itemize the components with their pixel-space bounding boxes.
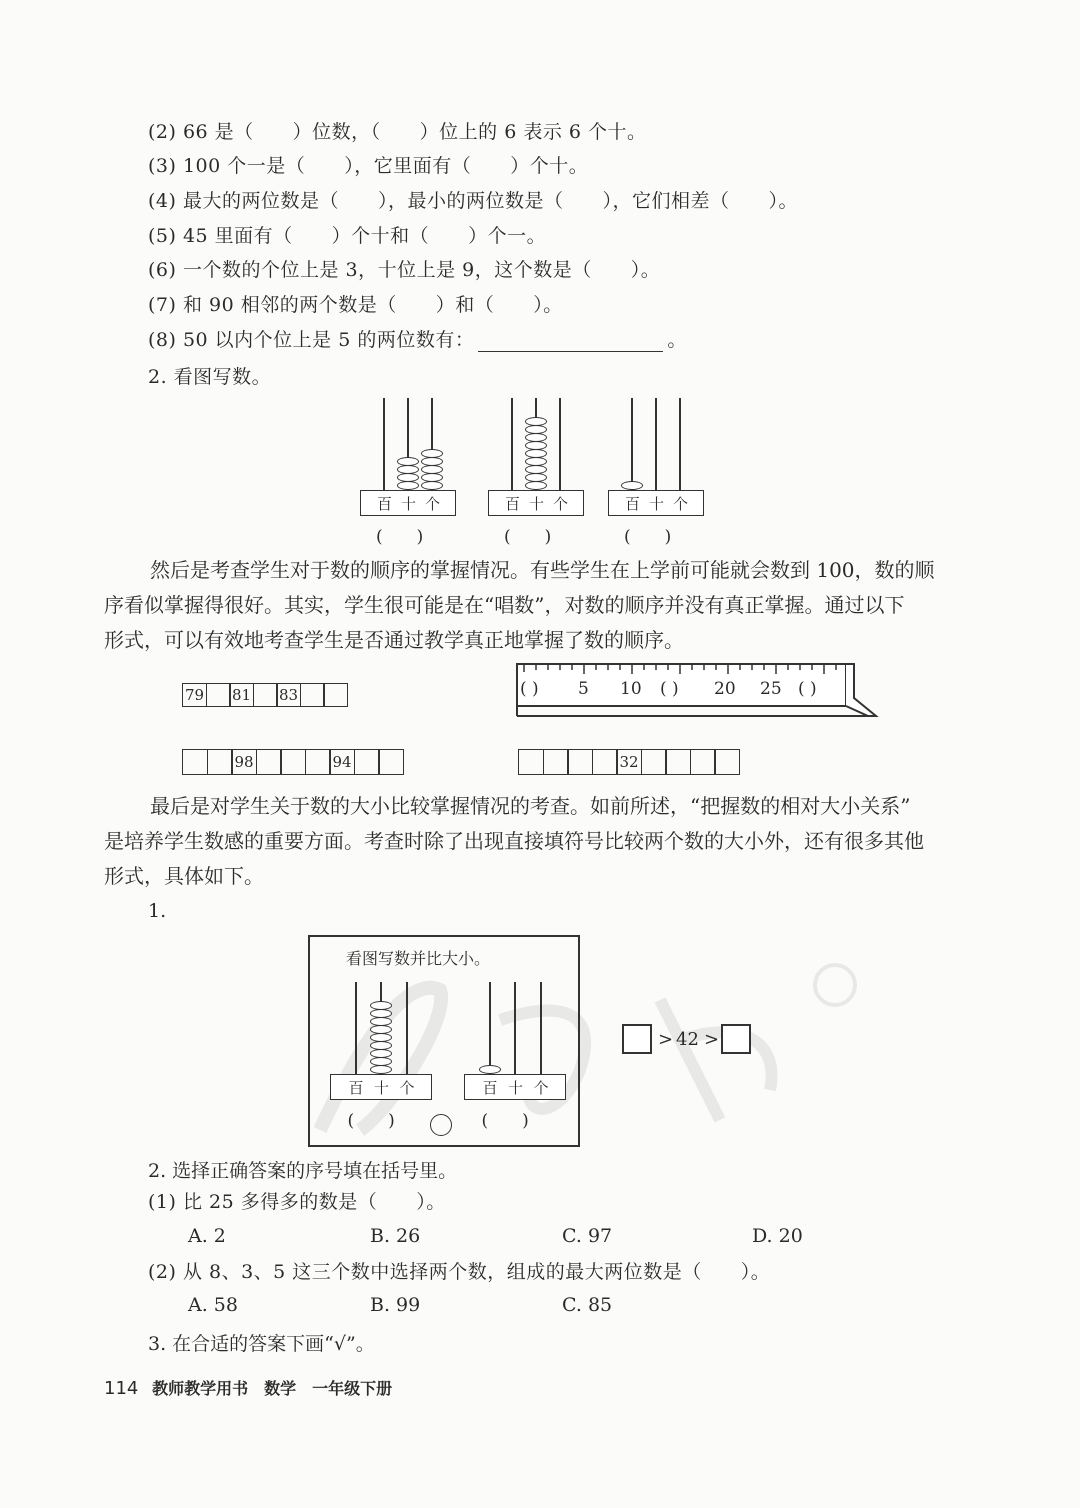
number-box[interactable]	[300, 683, 325, 707]
abacus	[488, 398, 584, 548]
number-box: 98	[231, 749, 257, 775]
choice-question-2: (2) 从 8、3、5 这三个数中选择两个数，组成的最大两位数是（ ）。	[148, 1261, 771, 1283]
question-8	[148, 328, 687, 352]
question-text: 一个数的个位上是 3，十位上是 9，这个数是（ ）。	[182, 259, 661, 281]
abacus-bead	[525, 457, 547, 466]
abacus-rod-hundreds	[631, 398, 633, 490]
abacus-bead	[370, 1025, 392, 1034]
option-d: D. 20	[752, 1225, 803, 1247]
abacus-place-label: 十	[508, 1079, 524, 1097]
question-number: (4)	[148, 190, 177, 212]
abacus-place-label: 个	[425, 495, 441, 513]
ruler	[516, 660, 880, 722]
ruler-label: 5	[578, 679, 589, 699]
number-sequence-row	[182, 749, 404, 775]
option-c: C. 85	[562, 1294, 613, 1316]
number-box[interactable]	[256, 749, 282, 775]
number-box[interactable]	[305, 749, 331, 775]
abacus-bead	[370, 1009, 392, 1018]
abacus-bead	[525, 481, 547, 490]
ruler-label: ( )	[520, 679, 539, 699]
inequality-value: 42	[676, 1029, 699, 1050]
abacus-bead	[421, 481, 443, 490]
abacus-rod-ones	[559, 398, 561, 490]
abacus-rod-hundreds	[489, 982, 491, 1074]
abacus-bead	[370, 1049, 392, 1058]
paragraph-line: 序看似掌握得很好。其实，学生很可能是在“唱数”，对数的顺序并没有真正掌握。通过以下	[104, 593, 905, 617]
number-box[interactable]	[206, 683, 231, 707]
abacus-rod-hundreds	[511, 398, 513, 490]
abacus-bead	[397, 465, 419, 474]
question-text: 45 里面有（ ）个十和（ ）个一。	[182, 225, 547, 247]
abacus-bead	[525, 417, 547, 426]
abacus-bead	[525, 449, 547, 458]
abacus-rod-tens	[514, 982, 516, 1074]
abacus-bead	[525, 433, 547, 442]
question-7	[148, 293, 563, 317]
abacus-bead	[397, 473, 419, 482]
abacus-base	[488, 490, 584, 516]
section-2-title: 2. 选择正确答案的序号填在括号里。	[148, 1160, 458, 1182]
abacus-place-label: 个	[399, 1079, 415, 1097]
question-text: 100 个一是（ ），它里面有（ ）个十。	[182, 155, 589, 177]
option-b: B. 26	[370, 1225, 421, 1247]
abacus-answer-paren[interactable]: ( )	[624, 527, 672, 547]
number-box[interactable]	[280, 749, 306, 775]
number-box[interactable]	[323, 683, 348, 707]
question-number: (7)	[148, 294, 177, 316]
question-number: (2)	[148, 121, 177, 143]
ruler-label: ( )	[798, 679, 817, 699]
option-a: A. 2	[188, 1225, 226, 1247]
number-box: 81	[229, 683, 254, 707]
book-title: 教师教学用书 数学 一年级下册	[152, 1379, 393, 1398]
abacus-bead	[421, 457, 443, 466]
number-box[interactable]	[641, 749, 667, 775]
abacus-place-label: 十	[401, 495, 417, 513]
number-box[interactable]	[592, 749, 618, 775]
question-text: 和 90 相邻的两个数是（ ）和（ ）。	[182, 294, 563, 316]
inequality-sign: >	[658, 1029, 674, 1050]
abacus	[608, 398, 704, 548]
ruler-label: 20	[714, 679, 736, 699]
abacus	[330, 982, 432, 1132]
paragraph-line: 然后是考查学生对于数的顺序的掌握情况。有些学生在上学前可能就会数到 100，数的顺	[150, 558, 935, 582]
question-number: (5)	[148, 225, 177, 247]
number-box[interactable]	[182, 749, 208, 775]
abacus-place-label: 百	[625, 495, 641, 513]
number-box: 83	[276, 683, 301, 707]
number-box[interactable]	[690, 749, 716, 775]
answer-blank-line[interactable]	[478, 333, 663, 352]
number-box: 94	[329, 749, 355, 775]
number-sequence-row	[518, 749, 740, 775]
question-5	[148, 224, 546, 248]
abacus-bead	[525, 465, 547, 474]
compare-title: 看图写数并比大小。	[346, 949, 491, 968]
number-box[interactable]	[518, 749, 544, 775]
question-2	[148, 120, 647, 144]
abacus-bead	[421, 473, 443, 482]
question-number: (3)	[148, 155, 177, 177]
option-b: B. 99	[370, 1294, 421, 1316]
abacus-bead	[397, 481, 419, 490]
abacus-bead	[421, 465, 443, 474]
abacus-answer-paren[interactable]: ( )	[481, 1111, 529, 1131]
number-box: 79	[182, 683, 207, 707]
answer-box[interactable]	[622, 1024, 652, 1054]
page-number: 114	[104, 1378, 139, 1399]
question-text: 66 是（ ）位数，（ ）位上的 6 表示 6 个十。	[182, 121, 647, 143]
abacus-base	[330, 1074, 432, 1100]
question-number: (6)	[148, 259, 177, 281]
abacus-place-label: 十	[374, 1079, 390, 1097]
question-text: 最大的两位数是（ ），最小的两位数是（ ），它们相差（ ）。	[182, 190, 798, 212]
number-sequence-row	[182, 683, 348, 707]
abacus-rod-ones	[679, 398, 681, 490]
abacus-answer-paren[interactable]: ( )	[347, 1111, 395, 1131]
abacus-bead	[370, 1057, 392, 1066]
abacus-rod-hundreds	[383, 398, 385, 490]
abacus-place-label: 十	[649, 495, 665, 513]
abacus-bead	[525, 441, 547, 450]
number-box[interactable]	[378, 749, 404, 775]
question-3	[148, 154, 588, 178]
section-3-title: 3. 在合适的答案下画“√”。	[148, 1333, 375, 1355]
abacus-place-label: 个	[553, 495, 569, 513]
abacus-place-label: 个	[673, 495, 689, 513]
abacus-place-label: 百	[505, 495, 521, 513]
question-text: 50 以内个位上是 5 的两位数有：	[182, 329, 475, 351]
q2-title: 2. 看图写数。	[148, 366, 272, 388]
abacus-base	[360, 490, 456, 516]
number-box[interactable]	[714, 749, 740, 775]
inequality-sign: >	[704, 1029, 720, 1050]
paragraph-line: 是培养学生数感的重要方面。考查时除了出现直接填符号比较两个数的大小外，还有很多其他	[104, 829, 924, 853]
comparison-circle[interactable]	[430, 1114, 452, 1136]
number-box[interactable]	[354, 749, 380, 775]
abacus-bead	[621, 481, 643, 490]
abacus-answer-paren[interactable]: ( )	[376, 527, 424, 547]
question-number: (8)	[148, 329, 177, 351]
question-4	[148, 189, 798, 213]
abacus-answer-paren[interactable]: ( )	[504, 527, 552, 547]
section-1-label: 1.	[148, 900, 167, 922]
paragraph-line: 形式，可以有效地考查学生是否通过教学真正地掌握了数的顺序。	[104, 628, 684, 652]
number-box[interactable]	[253, 683, 278, 707]
abacus-bead	[370, 1065, 392, 1074]
number-box[interactable]	[543, 749, 569, 775]
paragraph-line: 最后是对学生关于数的大小比较掌握情况的考查。如前所述，“把握数的相对大小关系”	[150, 794, 911, 818]
abacus-bead	[397, 457, 419, 466]
ruler-label: ( )	[660, 679, 679, 699]
abacus-bead	[370, 1001, 392, 1010]
abacus-bead	[370, 1041, 392, 1050]
abacus-rod-tens	[655, 398, 657, 490]
answer-box[interactable]	[721, 1024, 751, 1054]
abacus-place-label: 百	[377, 495, 393, 513]
abacus-base	[608, 490, 704, 516]
number-box[interactable]	[207, 749, 233, 775]
abacus-place-label: 百	[348, 1079, 364, 1097]
choice-question-1: (1) 比 25 多得多的数是（ ）。	[148, 1191, 446, 1213]
abacus-base	[464, 1074, 566, 1100]
ruler-label: 10	[620, 679, 642, 699]
abacus	[464, 982, 566, 1132]
abacus-bead	[525, 473, 547, 482]
question-6	[148, 258, 660, 282]
footer	[104, 1376, 392, 1399]
number-box[interactable]	[567, 749, 593, 775]
number-box[interactable]	[665, 749, 691, 775]
option-c: C. 97	[562, 1225, 613, 1247]
abacus-bead	[370, 1033, 392, 1042]
number-box: 32	[616, 749, 642, 775]
abacus-place-label: 百	[482, 1079, 498, 1097]
abacus-bead	[525, 425, 547, 434]
question-text-end: 。	[667, 329, 687, 351]
abacus-rod-ones	[406, 982, 408, 1074]
ruler-label: 25	[760, 679, 782, 699]
option-a: A. 58	[188, 1294, 238, 1316]
paragraph-line: 形式，具体如下。	[104, 864, 264, 888]
abacus-bead	[421, 449, 443, 458]
abacus-bead	[479, 1065, 501, 1074]
abacus-place-label: 十	[529, 495, 545, 513]
abacus-rod-ones	[540, 982, 542, 1074]
abacus-place-label: 个	[533, 1079, 549, 1097]
abacus-bead	[370, 1017, 392, 1026]
abacus-rod-hundreds	[355, 982, 357, 1074]
abacus	[360, 398, 456, 548]
